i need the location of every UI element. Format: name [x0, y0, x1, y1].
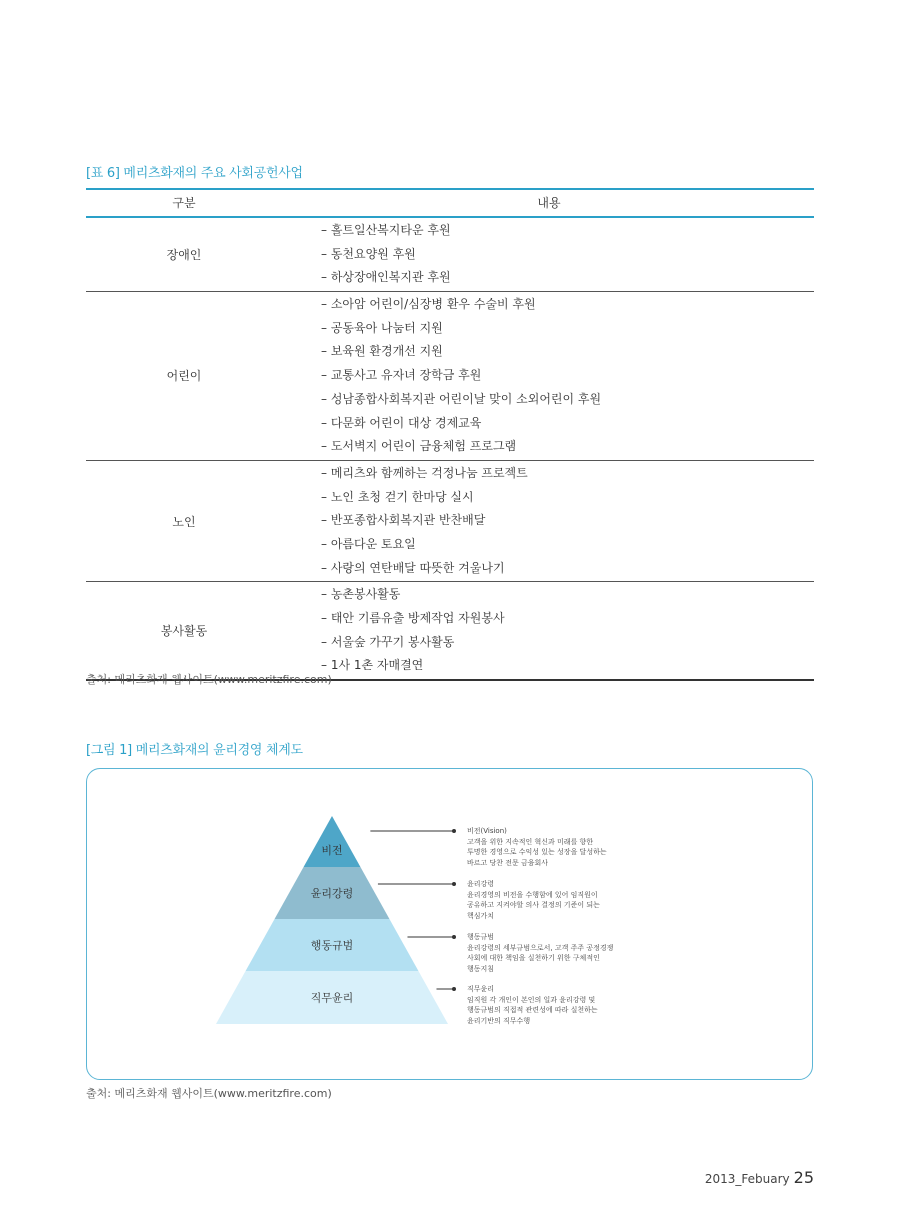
level-description-line: 윤리경영의 비전을 수행함에 있어 임직원이: [467, 890, 598, 899]
level-description-line: 사회에 대한 책임을 실천하기 위한 구체적인: [467, 954, 600, 962]
connector-dot: [452, 829, 456, 833]
level-description-line: 행동지침: [467, 964, 495, 973]
pyramid-diagram: [87, 769, 814, 1081]
page-number: 25: [793, 1168, 814, 1187]
level-description: [467, 932, 657, 974]
level-description: [467, 879, 657, 921]
level-description-line: 고객을 위한 지속적인 혁신과 미래를 향한: [467, 837, 594, 846]
list-item: – 교통사고 유자녀 장학금 후원: [321, 368, 482, 383]
pyramid-level-label: 행동규범: [310, 939, 354, 952]
level-description-title: 행동규범: [467, 933, 495, 941]
table-row: [86, 582, 814, 679]
row-category: 노인: [86, 461, 284, 581]
table-source: 출처: 메리츠화재 웹사이트(www.meritzfire.com): [86, 673, 332, 686]
table-body: [86, 218, 814, 679]
pyramid-level-label: 윤리강령: [310, 887, 354, 900]
level-description-line: 투명한 경영으로 수익성 있는 성장을 달성하는: [467, 848, 607, 856]
pyramid-level: [304, 816, 361, 867]
list-item: – 도서벽지 어린이 금융체험 프로그램: [321, 439, 517, 454]
table-header: [86, 190, 814, 218]
row-category: 장애인: [86, 218, 284, 291]
connector-dot: [452, 935, 456, 939]
level-description-title: 비전(Vision): [467, 827, 507, 835]
list-item: – 1사 1촌 자매결연: [321, 658, 424, 673]
list-item: – 동천요양원 후원: [321, 246, 416, 261]
header-category: 구분: [86, 190, 284, 216]
issue-label: 2013_Febuary: [704, 1172, 790, 1186]
page-footer: [705, 1168, 814, 1187]
list-item: – 반포종합사회복지관 반찬배달: [321, 513, 486, 528]
list-item: – 노인 초청 걷기 한마당 실시: [321, 489, 474, 504]
level-description: [467, 826, 657, 868]
row-items: [284, 292, 814, 460]
list-item: – 태안 기름유출 방제작업 자원봉사: [321, 611, 505, 625]
row-items: [284, 461, 814, 581]
table-row: [86, 461, 814, 582]
figure-source: 출처: 메리츠화재 웹사이트(www.meritzfire.com): [86, 1087, 332, 1100]
connector-dot: [452, 987, 456, 991]
level-description-line: 바르고 당찬 전문 금융회사: [467, 858, 549, 867]
list-item: – 하상장애인복지관 후원: [321, 270, 451, 285]
figure-caption: [그림 1] 메리츠화재의 윤리경영 체계도: [86, 743, 303, 758]
list-item: – 성남종합사회복지관 어린이날 맞이 소외어린이 후원: [321, 391, 602, 406]
list-item: – 보육원 환경개선 지원: [321, 344, 443, 359]
row-category: 봉사활동: [86, 582, 284, 679]
table-caption: [표 6] 메리츠화재의 주요 사회공헌사업: [86, 166, 303, 181]
list-item: – 아름다운 토요일: [321, 536, 416, 551]
list-item: – 소아암 어린이/심장병 환우 수술비 후원: [321, 297, 536, 312]
list-item: – 사랑의 연탄배달 따뜻한 겨울나기: [321, 560, 505, 575]
level-description-line: 공유하고 지켜야할 의사 결정의 기준이 되는: [467, 901, 600, 909]
row-items: [284, 218, 814, 291]
table-row: [86, 292, 814, 461]
list-item: – 농촌봉사활동: [321, 587, 401, 602]
level-description-line: 임직원 각 개인이 본인의 일과 윤리강령 및: [467, 995, 596, 1004]
list-item: – 메리츠와 함께하는 걱정나눔 프로젝트: [321, 465, 528, 480]
level-description-line: 핵심가치: [467, 911, 495, 920]
level-description: [467, 984, 657, 1026]
level-description-line: 행동규범의 직접적 관련성에 따라 실천하는: [467, 1006, 598, 1014]
pyramid-level-label: 직무윤리: [310, 991, 354, 1005]
pyramid-level-label: 비전: [321, 844, 343, 857]
connector-dot: [452, 882, 456, 886]
row-category: 어린이: [86, 292, 284, 460]
list-item: – 홀트일산복지타운 후원: [321, 223, 451, 237]
list-item: – 서울숲 가꾸기 봉사활동: [321, 634, 455, 649]
level-description-title: 직무윤리: [467, 985, 495, 993]
table-row: [86, 218, 814, 292]
list-item: – 다문화 어린이 대상 경제교육: [321, 415, 482, 430]
level-description-line: 윤리기반의 직무수행: [467, 1016, 531, 1025]
social-contribution-table: [86, 188, 814, 681]
ethics-pyramid-figure: [86, 768, 813, 1080]
level-description-title: 윤리강령: [467, 880, 495, 888]
header-content: 내용: [537, 196, 561, 210]
list-item: – 공동육아 나눔터 지원: [321, 320, 443, 335]
row-items: [284, 582, 814, 679]
level-description-line: 윤리강령의 세부규범으로서, 고객 주주 공정경쟁: [467, 943, 614, 952]
